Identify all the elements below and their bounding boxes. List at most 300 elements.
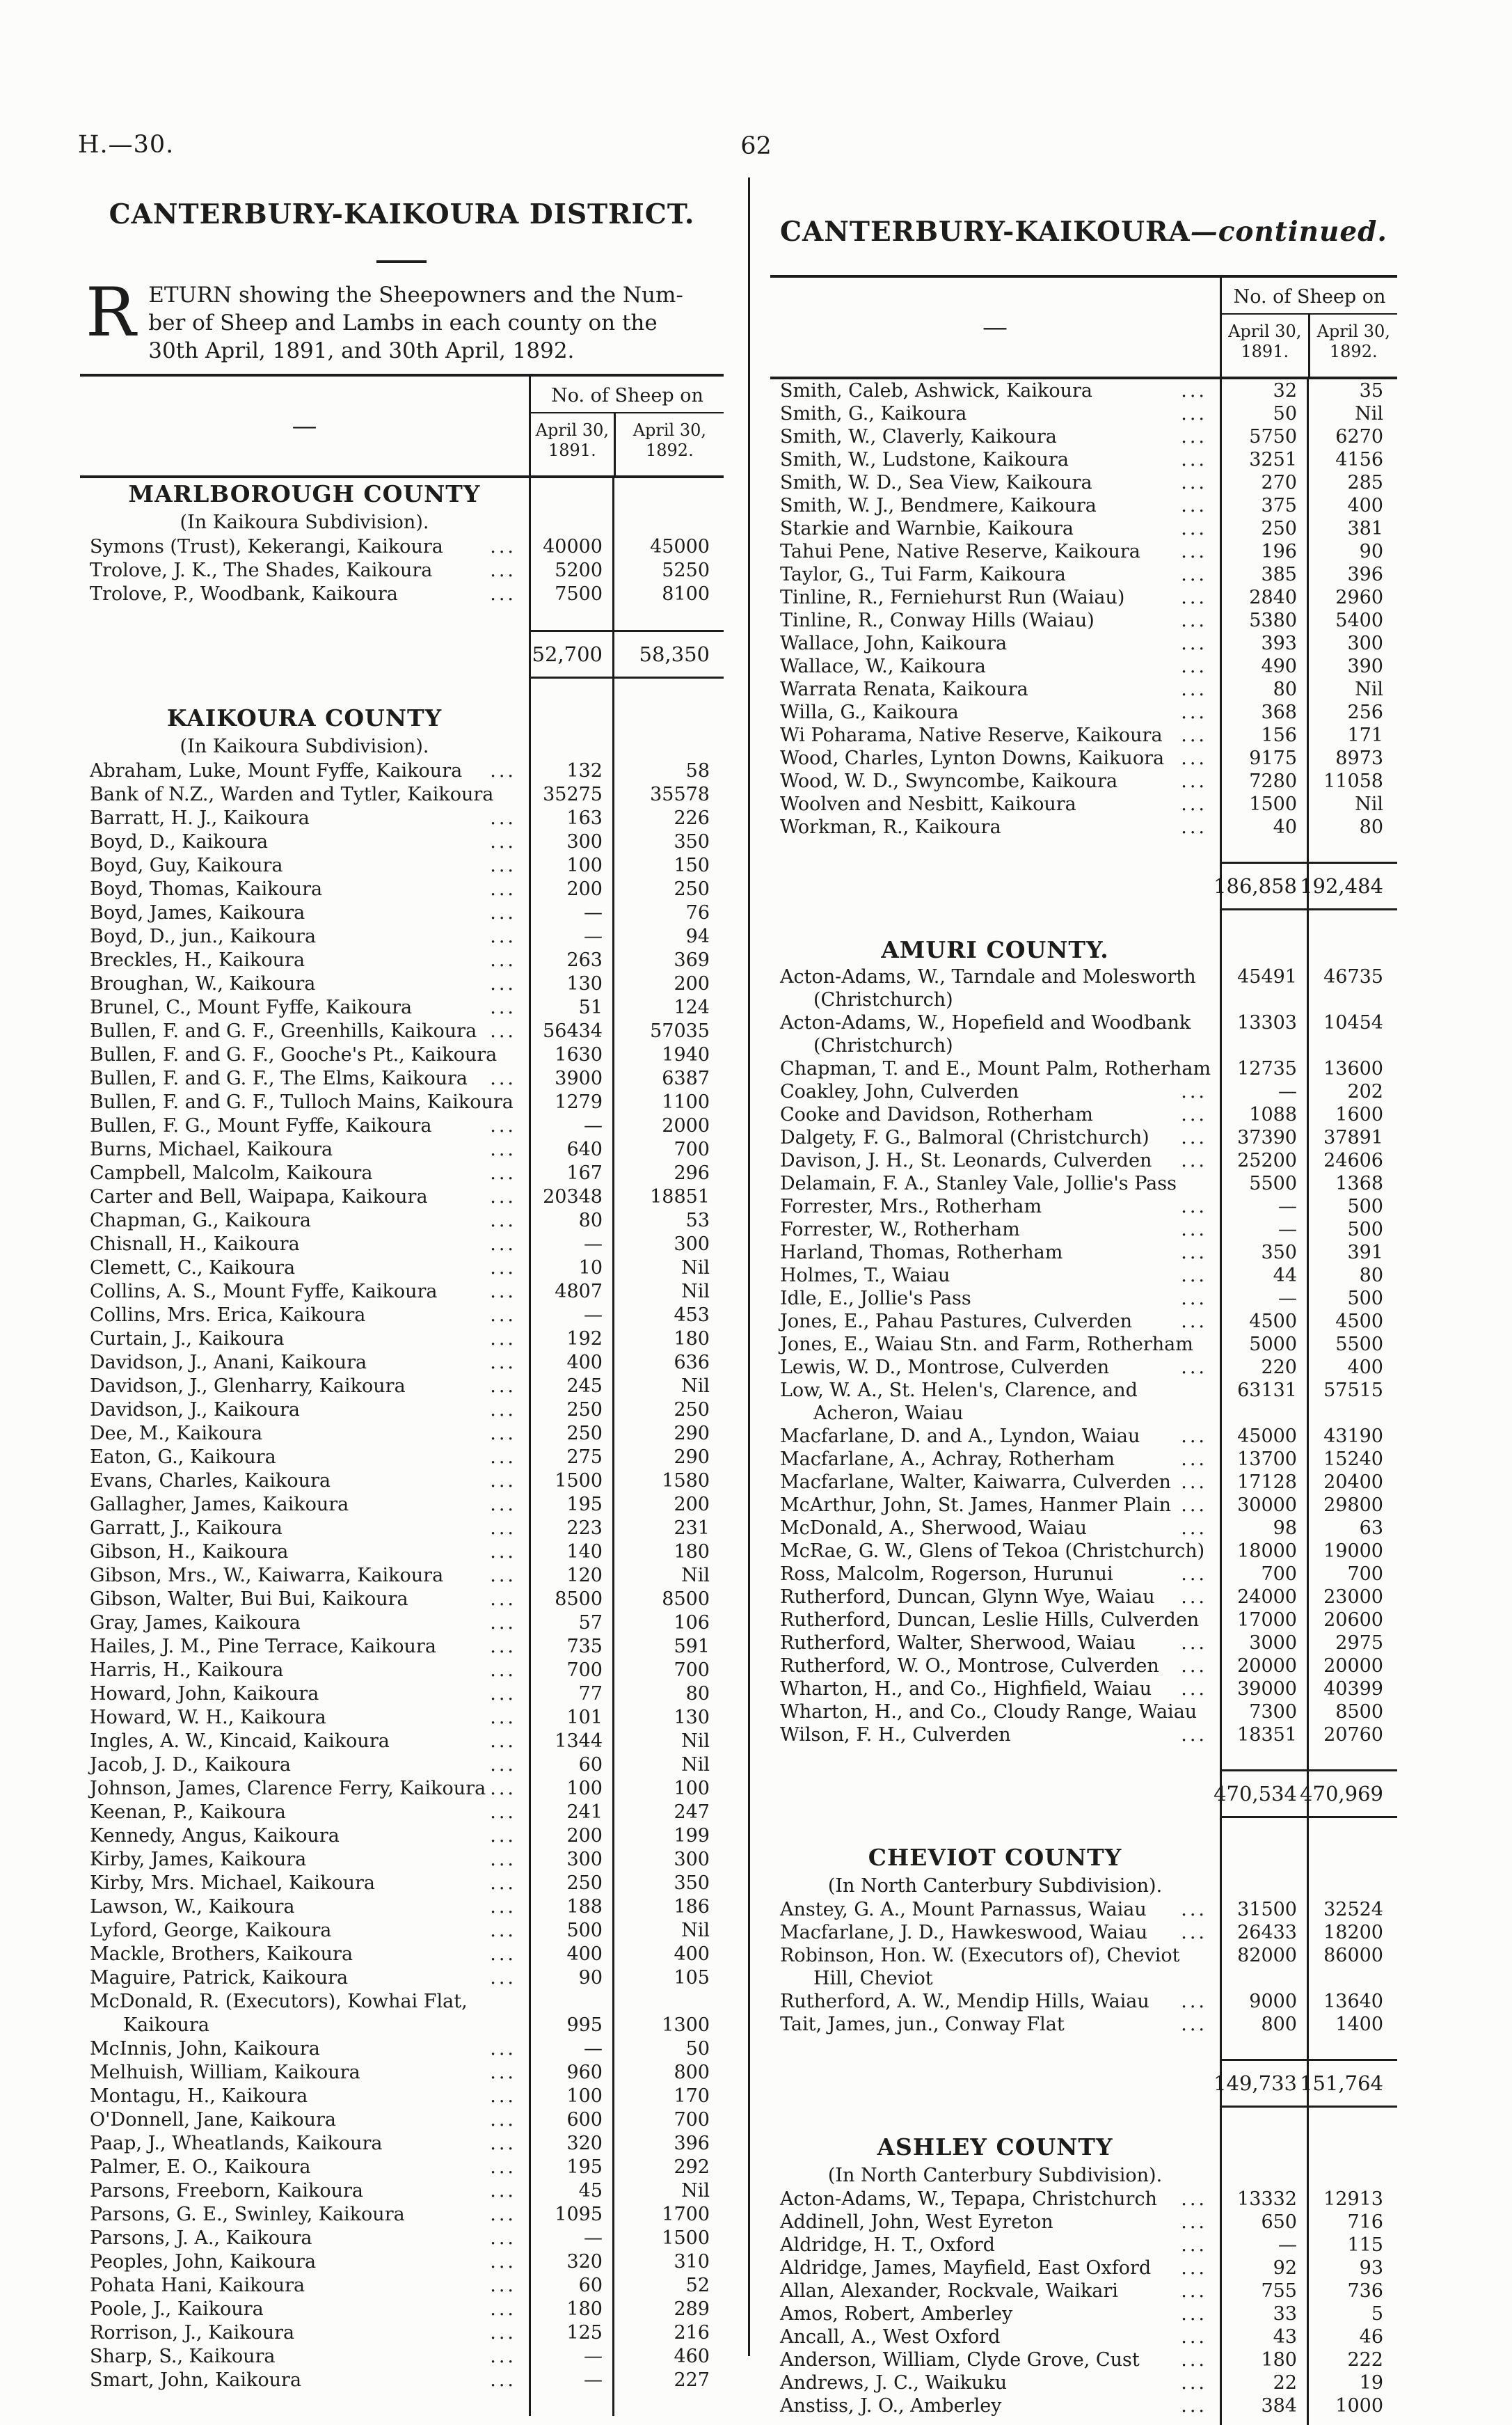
sheep-1892-value: 24606 <box>1307 1149 1397 1172</box>
leader-dots: ... <box>1181 1242 1207 1263</box>
title-divider-dash <box>376 260 427 263</box>
table-row <box>770 1990 1397 2013</box>
leader-dots: ... <box>490 2038 516 2060</box>
table-row <box>80 1043 724 1067</box>
table-row <box>80 1919 724 1943</box>
sheep-1892-value: 37891 <box>1307 1126 1397 1149</box>
county-subheading-row <box>770 2163 1397 2188</box>
owner-name-cell <box>80 1233 529 1256</box>
table-row <box>80 1777 724 1801</box>
leader-dots: ... <box>1181 1494 1207 1516</box>
leader-dots: ... <box>1181 2303 1207 2325</box>
owner-name-cell <box>770 770 1220 793</box>
table-row <box>770 1172 1397 1195</box>
owner-name: McRae, G. W., Glens of Tekoa (Christchurch) <box>780 1540 1205 1562</box>
owner-name-cell <box>770 2417 1220 2425</box>
owner-name: Brunel, C., Mount Fyffe, Kaikoura <box>90 997 413 1018</box>
owner-name: Barratt, H. J., Kaikoura <box>90 807 310 829</box>
sheep-1892-value <box>1307 2417 1397 2425</box>
sheep-1892-value: 500 <box>1307 1287 1397 1310</box>
sheep-1892-value: 1940 <box>612 1043 724 1067</box>
leader-dots: ... <box>490 1068 516 1089</box>
table-row <box>80 2132 724 2156</box>
owner-name: Maguire, Patrick, Kaikoura <box>90 1967 349 1989</box>
leader-dots: ... <box>490 1257 516 1279</box>
table-row <box>80 830 724 854</box>
owner-name: Gibson, H., Kaikoura <box>90 1541 289 1563</box>
owner-name-cell <box>80 1256 529 1280</box>
leader-dots: ... <box>1181 1357 1207 1378</box>
sheep-1891-value: 735 <box>529 1635 612 1659</box>
owner-name-cell <box>80 1682 529 1706</box>
table-row <box>770 1333 1397 1356</box>
county-total-row <box>80 630 724 679</box>
sheep-1891-value: 40 <box>1220 816 1307 839</box>
sheep-1892-value: 290 <box>612 1446 724 1469</box>
leader-dots: ... <box>490 1328 516 1350</box>
sheep-1892-value: 52 <box>612 2274 724 2298</box>
owner-name: Amos, Robert, Amberley <box>780 2303 1013 2325</box>
sheep-1892-value: Nil <box>612 1564 724 1588</box>
leader-dots: ... <box>490 2062 516 2083</box>
sheep-1891-value: 33 <box>1220 2302 1307 2325</box>
owner-name: Davidson, J., Kaikoura <box>90 1399 300 1421</box>
owner-name-cell <box>80 2274 529 2298</box>
sheep-1891-value: 167 <box>529 1162 612 1185</box>
owner-name-cell <box>80 1209 529 1233</box>
table-row <box>80 1588 724 1611</box>
leader-dots: ... <box>1181 541 1207 562</box>
owner-name-cell <box>80 1469 529 1493</box>
leader-dots: ... <box>1181 1517 1207 1539</box>
owner-name: Tinline, R., Conway Hills (Waiau) <box>780 610 1095 631</box>
owner-name-cell <box>770 910 1220 933</box>
owner-name-cell <box>770 1402 1220 1425</box>
leader-dots: ... <box>1181 2211 1207 2233</box>
table-row <box>80 1848 724 1872</box>
owner-name-cell <box>770 1967 1220 1990</box>
sheep-1892-value: 2000 <box>612 1114 724 1138</box>
owner-name-cell <box>80 535 529 559</box>
leader-dots: ... <box>1181 771 1207 792</box>
leader-dots: ... <box>1181 2372 1207 2394</box>
sheep-1891-value: 220 <box>1220 1356 1307 1379</box>
sheep-1892-value: 11058 <box>1307 770 1397 793</box>
sheep-1891-value: 18351 <box>1220 1723 1307 1746</box>
owner-name-cell <box>770 1356 1220 1379</box>
sheep-1891-value <box>529 702 612 734</box>
table-row <box>770 1448 1397 1471</box>
table-header-numbers <box>1220 278 1397 377</box>
sheep-1891-value: — <box>529 1304 612 1327</box>
table-row <box>80 807 724 830</box>
owner-name: Eaton, G., Kaikoura <box>90 1446 276 1468</box>
sheep-1891-value: 80 <box>1220 678 1307 701</box>
owner-name: Trolove, P., Woodbank, Kaikoura <box>90 583 398 605</box>
sheep-1891-value: 60 <box>529 1753 612 1777</box>
leader-dots: ... <box>1181 2280 1207 2302</box>
table-row <box>80 1233 724 1256</box>
owner-name-cell <box>770 1540 1220 1563</box>
sheep-1892-value: 5250 <box>612 559 724 583</box>
table-row <box>80 2227 724 2250</box>
owner-name-cell <box>770 586 1220 609</box>
owner-name: Paap, J., Wheatlands, Kaikoura <box>90 2133 383 2154</box>
sheep-1891-value: 192 <box>529 1327 612 1351</box>
owner-name-cell <box>80 1351 529 1375</box>
sheep-1892-value: 8500 <box>1307 1700 1397 1723</box>
sheep-1892-value: 35 <box>1307 379 1397 402</box>
table-row <box>770 1080 1397 1103</box>
column-label-1892: April 30, 1892. <box>614 413 724 475</box>
table-row <box>770 425 1397 448</box>
sheep-1891-value <box>1220 1818 1307 1841</box>
owner-name: Rorrison, J., Kaikoura <box>90 2322 295 2344</box>
sheep-1892-value: 151,764 <box>1307 2059 1397 2108</box>
owner-name: Jones, E., Pahau Pastures, Culverden <box>780 1311 1132 1332</box>
owner-name: Abraham, Luke, Mount Fyffe, Kaikoura <box>90 760 463 782</box>
leader-dots: ... <box>490 1304 516 1326</box>
table-row <box>80 1682 724 1706</box>
owner-name-cell <box>80 1943 529 1966</box>
leader-dots: ... <box>490 902 516 924</box>
owner-name-cell <box>80 1990 529 2014</box>
owner-name: Tahui Pene, Native Reserve, Kaikoura <box>780 541 1140 562</box>
leader-dots: ... <box>490 949 516 971</box>
owner-name: Parsons, Freeborn, Kaikoura <box>90 2180 363 2202</box>
table-row <box>80 1753 724 1777</box>
table-row <box>770 2234 1397 2257</box>
owner-name: Macfarlane, A., Achray, Rotherham <box>780 1448 1115 1470</box>
sheep-1892-value: 50 <box>612 2037 724 2061</box>
leader-dots: ... <box>490 1896 516 1918</box>
sheep-1892-value: 192,484 <box>1307 862 1397 910</box>
sheep-1892-value: 43190 <box>1307 1425 1397 1448</box>
table-row <box>770 1149 1397 1172</box>
table-row <box>770 1540 1397 1563</box>
table-row <box>770 1609 1397 1632</box>
spacer-row <box>770 910 1397 933</box>
table-row <box>770 609 1397 632</box>
sheep-1891-value: 130 <box>529 972 612 996</box>
owner-name-cell <box>770 1103 1220 1126</box>
owner-name-cell <box>770 1310 1220 1333</box>
right-column-title-main: CANTERBURY-KAIKOURA <box>779 216 1191 248</box>
owner-name: Symons (Trust), Kekerangi, Kaikoura <box>90 536 443 558</box>
sheep-1892-value: 736 <box>1307 2280 1397 2302</box>
table-row <box>80 783 724 807</box>
owner-name: Davison, J. H., St. Leonards, Culverden <box>780 1150 1152 1171</box>
leader-dots: ... <box>1181 587 1207 608</box>
sheep-1891-value: 132 <box>529 759 612 783</box>
sheep-1892-value: 1600 <box>1307 1103 1397 1126</box>
owner-name-cell <box>80 559 529 583</box>
owner-name: Addinell, John, West Eyreton <box>780 2211 1053 2233</box>
sheep-1891-value: 490 <box>1220 655 1307 678</box>
sheep-1891-value <box>529 734 612 759</box>
leader-dots: ... <box>490 1375 516 1397</box>
owner-name-cell <box>80 949 529 972</box>
sheep-1892-value <box>1307 2131 1397 2163</box>
leader-dots: ... <box>1181 2326 1207 2348</box>
sheep-1891-value: 43 <box>1220 2325 1307 2348</box>
table-row-wrap <box>770 1402 1397 1425</box>
owner-name: (Christchurch) <box>813 1035 953 1057</box>
sheep-1891-value: 17000 <box>1220 1609 1307 1632</box>
owner-name-cell <box>80 1114 529 1138</box>
owner-name: Acton-Adams, W., Hopefield and Woodbank <box>780 1012 1191 1034</box>
leader-dots: ... <box>490 1754 516 1776</box>
sheep-1892-value: 300 <box>612 1848 724 1872</box>
owner-name: Bank of N.Z., Warden and Tytler, Kaikoura <box>90 784 494 805</box>
owner-name-cell <box>770 1494 1220 1517</box>
sheep-1892-value: 18851 <box>612 1185 724 1209</box>
leader-dots: ... <box>1181 679 1207 700</box>
owner-name: Smith, W., Ludstone, Kaikoura <box>780 449 1069 471</box>
sheep-1892-value: 1700 <box>612 2203 724 2227</box>
owner-name: Allan, Alexander, Rockvale, Waikari <box>780 2280 1118 2302</box>
sheep-1891-value: 241 <box>529 1801 612 1824</box>
owner-name-cell <box>770 2348 1220 2371</box>
owner-name: Melhuish, William, Kaikoura <box>90 2062 360 2083</box>
county-heading-row <box>770 933 1397 965</box>
sheep-1891-value: — <box>529 1114 612 1138</box>
sheep-1892-value: 460 <box>612 2345 724 2369</box>
sheep-1892-value: 105 <box>612 1966 724 1990</box>
sheep-1892-value: 202 <box>1307 1080 1397 1103</box>
owner-name-cell <box>770 1563 1220 1586</box>
table-row <box>770 1632 1397 1654</box>
sheep-1891-value: 57 <box>529 1611 612 1635</box>
owner-name-cell <box>80 854 529 878</box>
sheep-1892-value <box>612 478 724 510</box>
sheep-1892-value: 23000 <box>1307 1586 1397 1609</box>
table-header-placeholder-dash: — <box>292 411 317 441</box>
sheep-1892-value: 300 <box>1307 632 1397 655</box>
table-row <box>80 1280 724 1304</box>
county-subheading-row <box>80 510 724 535</box>
sheep-1891-value: 320 <box>529 2250 612 2274</box>
owner-name-cell <box>80 1067 529 1091</box>
owner-name-cell <box>770 2211 1220 2234</box>
leader-dots: ... <box>1181 1265 1207 1286</box>
county-total-row <box>770 1769 1397 1818</box>
sheep-1891-value: 250 <box>529 1398 612 1422</box>
table-row <box>770 747 1397 770</box>
sheep-1891-value: 200 <box>529 1824 612 1848</box>
sheep-1892-value: Nil <box>612 1280 724 1304</box>
sheep-1891-value: — <box>1220 1287 1307 1310</box>
owner-name-cell <box>80 1611 529 1635</box>
owner-name: Smith, W. D., Sea View, Kaikoura <box>780 472 1092 493</box>
owner-name: Forrester, Mrs., Rotherham <box>780 1196 1042 1217</box>
leader-dots: ... <box>490 926 516 947</box>
table-body <box>770 379 1397 2425</box>
leader-dots: ... <box>1181 380 1207 402</box>
table-row <box>80 1256 724 1280</box>
leader-dots: ... <box>490 855 516 876</box>
owner-name: Workman, R., Kaikoura <box>780 816 1001 838</box>
sheep-1891-value: 350 <box>1220 1241 1307 1264</box>
sheep-1892-value: 80 <box>1307 1264 1397 1287</box>
owner-name-cell <box>80 1540 529 1564</box>
leader-dots: ... <box>490 2298 516 2320</box>
sheep-1892-value: 180 <box>612 1327 724 1351</box>
table-row <box>80 1469 724 1493</box>
sheep-1892-value: 1368 <box>1307 1172 1397 1195</box>
leader-dots: ... <box>490 2156 516 2178</box>
owner-name: Palmer, E. O., Kaikoura <box>90 2156 311 2178</box>
owner-name: Starkie and Warnbie, Kaikoura <box>780 518 1074 539</box>
sheep-1892-value: 130 <box>612 1706 724 1730</box>
sheep-1892-value: 200 <box>612 1493 724 1517</box>
sheep-1891-value: 195 <box>529 1493 612 1517</box>
sheep-1892-value: 19000 <box>1307 1540 1397 1563</box>
owner-name-cell <box>770 1195 1220 1218</box>
sheep-1892-value: Nil <box>612 1375 724 1398</box>
sheep-1891-value: 26433 <box>1220 1921 1307 1944</box>
column-divider-rule <box>748 177 750 2356</box>
sheep-1892-value: 46 <box>1307 2325 1397 2348</box>
owner-name-cell <box>80 2179 529 2203</box>
intro-line-3: 30th April, 1891, and 30th April, 1892. <box>148 338 575 363</box>
sheep-1891-value: 13303 <box>1220 1011 1307 1034</box>
owner-name: Acton-Adams, W., Tarndale and Molesworth <box>780 966 1196 988</box>
sheep-1891-value <box>1220 2163 1307 2188</box>
sheep-1892-value: 15240 <box>1307 1448 1397 1471</box>
table-row <box>80 1446 724 1469</box>
leader-dots: ... <box>1181 816 1207 838</box>
sheep-1891-value: 400 <box>529 1943 612 1966</box>
spacer-row <box>80 2392 724 2416</box>
leader-dots: ... <box>490 807 516 829</box>
table-row <box>80 1375 724 1398</box>
owner-name-cell <box>770 1700 1220 1723</box>
owner-name: Chisnall, H., Kaikoura <box>90 1233 300 1255</box>
table-row <box>80 759 724 783</box>
sheep-1891-value: 250 <box>529 1422 612 1446</box>
table-row <box>770 563 1397 586</box>
owner-name-cell <box>770 965 1220 988</box>
owner-name-cell <box>80 702 529 734</box>
leader-dots: ... <box>490 997 516 1018</box>
owner-name-cell <box>80 901 529 925</box>
owner-name-cell <box>770 1149 1220 1172</box>
sheep-1892-value: 32524 <box>1307 1898 1397 1921</box>
owner-name-cell <box>80 1588 529 1611</box>
table-header-placeholder-dash: — <box>982 313 1008 342</box>
owner-name-cell <box>770 988 1220 1011</box>
sheep-1891-value <box>1220 1873 1307 1898</box>
owner-name-cell <box>80 2132 529 2156</box>
sheep-1891-value: 63131 <box>1220 1379 1307 1402</box>
sheep-1891-value: 5750 <box>1220 425 1307 448</box>
sheep-1891-value: 800 <box>1220 2013 1307 2036</box>
owner-name-cell <box>770 425 1220 448</box>
sheep-1892-value <box>1307 910 1397 933</box>
owner-name: Wilson, F. H., Culverden <box>780 1724 1011 1746</box>
table-row <box>80 1824 724 1848</box>
sheep-1891-value: 100 <box>529 854 612 878</box>
spacer-row <box>770 1746 1397 1769</box>
table-row <box>80 583 724 606</box>
table-row <box>770 770 1397 793</box>
owner-name-cell <box>770 1126 1220 1149</box>
owner-name: Sharp, S., Kaikoura <box>90 2346 276 2367</box>
sheep-1891-value: 995 <box>529 2014 612 2037</box>
leader-dots: ... <box>1181 610 1207 631</box>
owner-name: Clemett, C., Kaikoura <box>90 1257 296 1279</box>
owner-name-cell <box>770 793 1220 816</box>
owner-name-cell <box>770 724 1220 747</box>
county-heading-text: (In North Canterbury Subdivision). <box>827 2164 1163 2186</box>
sheep-1892-value: 390 <box>1307 655 1397 678</box>
leader-dots: ... <box>490 1659 516 1681</box>
owner-name: Tinline, R., Ferniehurst Run (Waiau) <box>780 587 1125 608</box>
owner-name: Wi Poharama, Native Reserve, Kaikoura <box>780 725 1163 746</box>
owner-name-cell <box>770 2108 1220 2131</box>
sheep-1892-value: 1300 <box>612 2014 724 2037</box>
table-row <box>80 2179 724 2203</box>
leader-dots: ... <box>490 2085 516 2107</box>
owner-name-cell <box>770 1080 1220 1103</box>
owner-name-cell <box>80 1327 529 1351</box>
sheep-1891-value <box>529 510 612 535</box>
sheep-1891-value: 9000 <box>1220 1990 1307 2013</box>
table-row <box>80 2108 724 2132</box>
sheep-1892-value: 90 <box>1307 540 1397 563</box>
leader-dots: ... <box>1181 449 1207 471</box>
doc-reference: H.—30. <box>78 131 175 159</box>
sheep-1892-value: 700 <box>612 1138 724 1162</box>
owner-name-cell <box>80 2298 529 2321</box>
sheep-1892-value: 12913 <box>1307 2188 1397 2211</box>
owner-name-cell <box>770 1264 1220 1287</box>
table-row <box>770 1586 1397 1609</box>
leader-dots: ... <box>490 2322 516 2344</box>
table-row <box>770 1921 1397 1944</box>
sheep-1891-value: 20348 <box>529 1185 612 1209</box>
table-row <box>770 540 1397 563</box>
sheep-1892-value: 290 <box>612 1422 724 1446</box>
table-row <box>770 586 1397 609</box>
owner-name: Lawson, W., Kaikoura <box>90 1896 295 1918</box>
sheep-1891-value: 80 <box>529 1209 612 1233</box>
table-row <box>80 1611 724 1635</box>
sheep-1891-value: 1088 <box>1220 1103 1307 1126</box>
owner-name: McArthur, John, St. James, Hanmer Plain <box>780 1494 1171 1516</box>
sheep-1892-value: Nil <box>612 2179 724 2203</box>
table-row <box>80 2085 724 2108</box>
sheep-1891-value: 18000 <box>1220 1540 1307 1563</box>
table-row <box>80 1730 724 1753</box>
table-row <box>770 1126 1397 1149</box>
sheep-1892-value: 6270 <box>1307 425 1397 448</box>
sheep-1891-value: 3251 <box>1220 448 1307 471</box>
county-heading-row <box>770 1841 1397 1873</box>
sheep-1892-value: 171 <box>1307 724 1397 747</box>
owner-name: Curtain, J., Kaikoura <box>90 1328 285 1350</box>
leader-dots: ... <box>490 1707 516 1728</box>
sheep-1892-value: 115 <box>1307 2234 1397 2257</box>
leader-dots: ... <box>490 2227 516 2249</box>
leader-dots: ... <box>1181 1425 1207 1447</box>
county-heading-text: (In North Canterbury Subdivision). <box>827 1874 1163 1897</box>
leader-dots: ... <box>490 1967 516 1989</box>
sheep-1892-value: 20400 <box>1307 1471 1397 1494</box>
leader-dots: ... <box>490 878 516 900</box>
sheep-1892-value: 1500 <box>612 2227 724 2250</box>
